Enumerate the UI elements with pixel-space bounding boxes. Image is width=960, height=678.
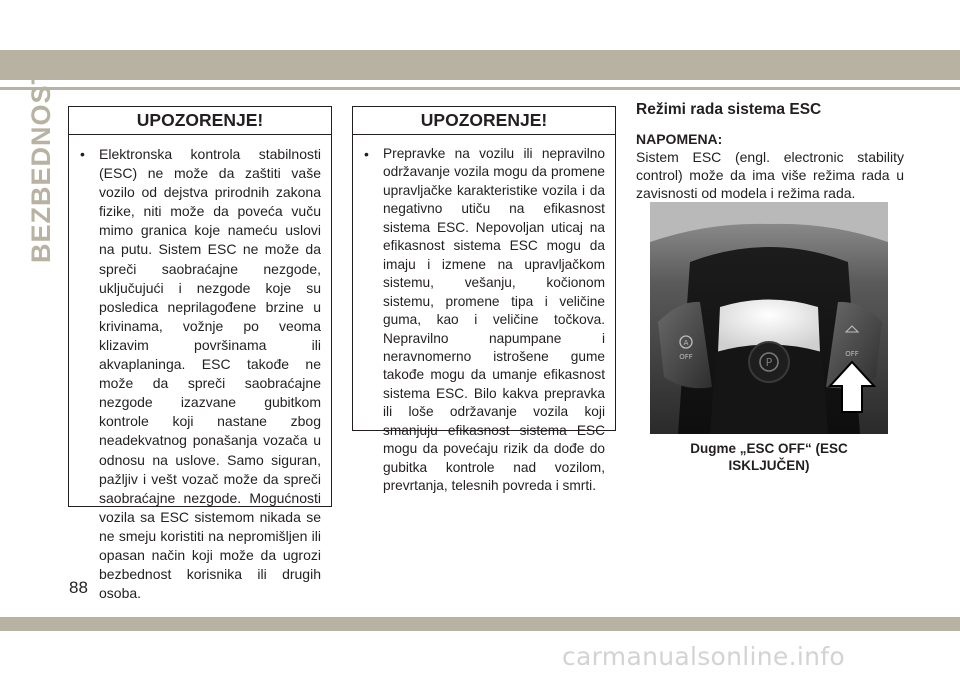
console-illustration (650, 202, 888, 434)
bullet-marker: • (364, 146, 369, 162)
warning-text: Prepravke na vozilu ili nepravilno održavanje vozila mogu da promene upravljačke karakteristike vozila i da negativno utiču na efikasnost sistema ESC. Nepovoljan uticaj na efikasnost sistema ESC mogu da imaju i izmene na upravljačkom sistemu, vešanju, kočionom sistemu, promene tipa i veličine guma, kao i veličine točkova. Nepravilno napumpane i neravnomerno istrošene gume takođe mogu da umanje efikasnost sistema ESC. Bilo kakva prepravka ili loše održavanje vozila koji smanjuju efikasnost sistema ESC mogu da povećaju rizik da dođe do gubitka kontrole nad vozilom, prevrtanja, telesnih povreda i smrti. (383, 146, 605, 494)
figure-caption: Dugme „ESC OFF“ (ESC ISKLJUČEN) (690, 441, 848, 473)
header-band (0, 50, 960, 80)
warning-body (69, 135, 331, 603)
page-number: 88 (69, 578, 88, 597)
svg-text:P: P (765, 356, 773, 369)
note-text: Sistem ESC (engl. electronic stability control) može da ima više režima rada u zavisnosti od modela i režima rada. (636, 149, 904, 202)
header-rule (0, 87, 960, 90)
button-right-label: OFF (845, 350, 859, 358)
button-left-label: OFF (679, 353, 693, 361)
warning-body (353, 135, 615, 496)
watermark: carmanualsonline.info (562, 642, 845, 671)
warning-title: UPOZORENJE! (353, 107, 615, 135)
note-label: NAPOMENA: (636, 131, 723, 147)
esc-off-button-photo (650, 202, 888, 434)
warning-text: Elektronska kontrola stabilnosti (ESC) ne može da zaštiti vaše vozilo od dejstva prirodnih zakona fizike, niti može da poveća vuču mimo granica koje nameću uslovi na putu. Sistem ESC ne može da spreči saobraćajne nezgode, uključujući i nezgode koje su posledica neprilagođene brzine u krivinama, vožnje po veoma klizavim površinama ili akvaplaninga. ESC takođe ne može da spreči saobraćajne nezgode izazvane gubitkom kontrole koji nastane zbog neadekvatnog ponašanja vozača u odnosu na uslove. Samo siguran, pažljiv i vešt vozač može da spreči saobraćajne nezgode. Mogućnosti vozila sa ESC sistemom nikada se ne smeju koristiti na nepromišljen ili opasan način koji može da ugrozi bezbednost korisnika ili drugih osoba. (99, 146, 321, 602)
section-side-title: BEZBEDNOST (26, 66, 56, 263)
warning-title: UPOZORENJE! (69, 107, 331, 135)
warning-box-modifications (352, 106, 616, 494)
footer-band (0, 617, 960, 631)
bullet-marker: • (80, 146, 85, 162)
section-heading: Režimi rada sistema ESC (636, 101, 822, 118)
svg-text:A: A (683, 339, 689, 347)
